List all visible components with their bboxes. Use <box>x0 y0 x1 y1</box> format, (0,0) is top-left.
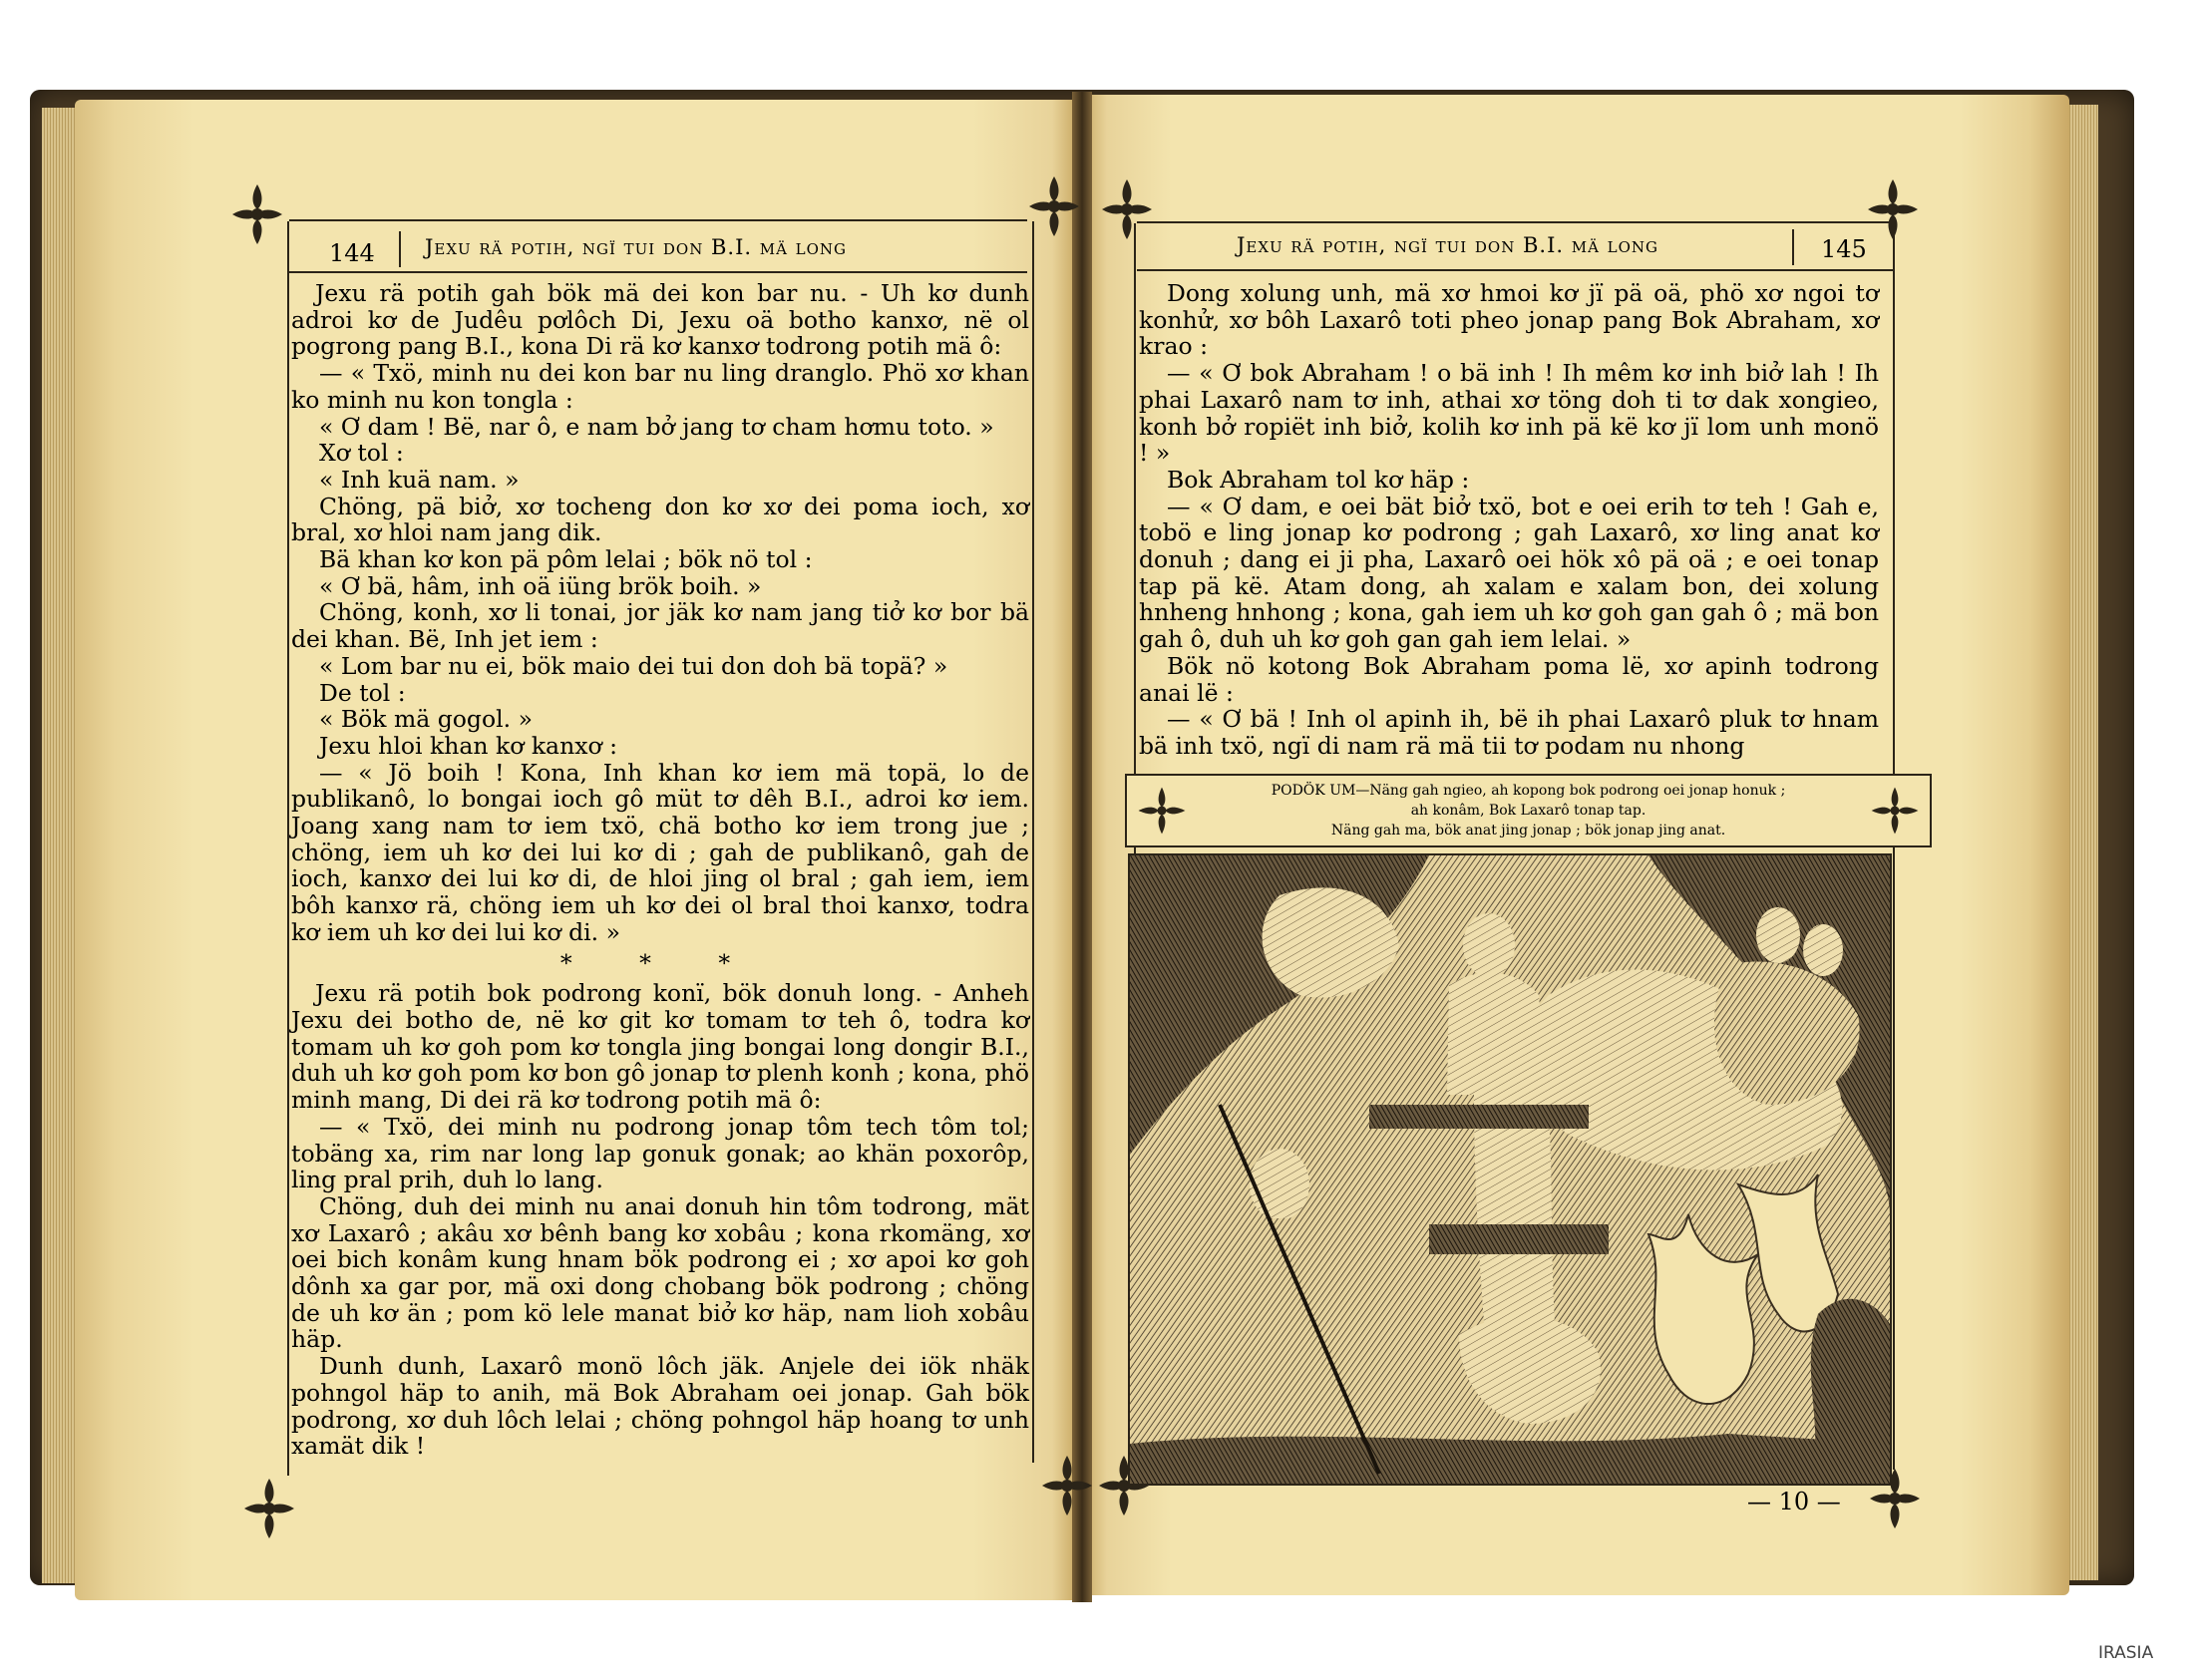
paragraph: Jexu rä potih gah bök mä dei kon bar nu. - Uh kơ dunh adroi kơ de Judêu pơlôch Di, Jexu oä botho kanxơ, në ol pogrong pang B.I., kona Di rä kơ kanxơ todrong potih mä ô: <box>291 279 1029 361</box>
left-page-body <box>291 280 1029 1460</box>
paragraph: — « Ơ dam, e oei bät biở txö, bot e oei erih tơ teh ! Gah e, tobö e ling jonap kơ podrong ; gah Laxarô, xơ ling anat kơ donuh ; dang ei ji pha, Laxarô oei hök xô pä oä ; e oei tonap tap pä kë. Atam dong, ah xalam e xalam bon, dei xolung hnheng hnhong ; kona, gah iem uh kơ goh gan gah ô ; mä bon gah ô, duh uh kơ goh gan gah iem lelai. » <box>1139 492 1879 654</box>
caption-line: PODÖK UM—Näng gah ngieo, ah kopong bok podrong oei jonap honuk ; <box>1271 783 1786 799</box>
engraving-illustration <box>1128 853 1892 1486</box>
caption-ornament-right <box>1868 784 1922 838</box>
header-bottom-rule-left <box>289 271 1027 273</box>
right-page-body <box>1139 280 1879 760</box>
header-rule-right <box>1137 221 1895 223</box>
paragraph: « Ơ dam ! Bë, nar ô, e nam bở jang tơ cham hơmu toto. » <box>319 412 994 441</box>
paragraph: Dunh dunh, Laxarô monö lôch jäk. Anjele dei iök nhäk pohngol häp to anih, mä Bok Abraham oei jonap. Gah bök podrong, xơ duh lôch lelai ; chöng pohngol häp hoang tơ unh xamät dik ! <box>291 1352 1029 1461</box>
paragraph: — « Ơ bä ! Inh ol apinh ih, bë ih phai Laxarô pluk tơ hnam bä inh txö, ngï di nam rä mä tii tơ podam nu nhong <box>1139 705 1879 760</box>
paragraph: Xơ tol : <box>319 439 404 468</box>
paragraph: — « Txö, dei minh nu podrong jonap tôm tech tôm tol; tobäng xa, rim nar long lap gonuk gonak; ao khän poxorôp, ling pral prih, duh lo lang. <box>291 1112 1029 1194</box>
header-divider-right <box>1792 229 1794 265</box>
paragraph: « Inh kuä nam. » <box>319 465 520 494</box>
book-gutter <box>1072 92 1092 1602</box>
engraving-image <box>1130 855 1890 1484</box>
section-stars: * * * <box>559 948 761 977</box>
paragraph: Dong xolung unh, mä xơ hmoi kơ jï pä oä, phö xơ ngoi tơ konhử, xơ bôh Laxarô toti pheo jonap pang Bok Abraham, xơ krao : <box>1139 279 1879 361</box>
illustration-caption <box>1125 774 1932 847</box>
paragraph: Jexu hloi khan kơ kanxơ : <box>319 731 617 760</box>
fleuron-ornament-bottom-right <box>1037 1451 1097 1520</box>
paragraph: « Bök mä gogol. » <box>319 705 533 734</box>
running-head-right: Jexu rä potih, ngï tui don B.I. mä long <box>1237 233 1658 257</box>
paragraph: — « Txö, minh nu dei kon bar nu ling dranglo. Phö xơ khan ko minh nu kon tongla : <box>291 359 1029 414</box>
fleuron-ornament-bottom-left <box>239 1474 299 1543</box>
signature-mark: — 10 — <box>1747 1488 1841 1515</box>
header-rule-left <box>289 219 1027 221</box>
page-edges-right <box>2064 105 2098 1580</box>
paragraph: Chöng, duh dei minh nu anai donuh hin tôm todrong, mät xơ Laxarô ; akâu xơ bênh bang kơ xobâu ; kona rkomäng, xơ oei bich konâm kung hnam bök podrong ei ; xơ apoi kơ goh dônh xa gar por, mä oxi dong chobang bök podrong ; chöng de uh kơ än ; pom kö lele manat biở kơ häp, nam lioh xobâu häp. <box>291 1191 1029 1354</box>
running-head-left: Jexu rä potih, ngï tui don B.I. mä long <box>425 235 847 259</box>
fleuron-ornament-top-left <box>227 179 287 249</box>
page-number-right: 145 <box>1821 235 1867 263</box>
paragraph: Chöng, konh, xơ li tonai, jor jäk kơ nam jang tiở kơ bor bä dei khan. Bë, Inh jet iem : <box>291 598 1029 654</box>
paragraph: Bä khan kơ kon pä pôm lelai ; bök nö tol : <box>319 545 813 574</box>
caption-ornament-left <box>1135 784 1189 838</box>
paragraph: — « Jö boih ! Kona, Inh khan kơ iem mä topä, lo de publikanô, lo bongai ioch gô müt tơ dêh B.I., adroi kơ iem. Joang xang nam tơ iem txö, chä botho kơ iem trong jue ; chöng, iem uh kơ dei lui kơ di ; gah de publikanô, gah de ioch, kanxơ dei lui kơ di, de hloi jing ol bral ; gah iem, iem bôh kanxơ rä, chöng iem uh kơ dei ol bral thoi kanxơ, todra kơ iem uh kơ dei lui kơ di. » <box>291 758 1029 946</box>
margin-rule-left-outer <box>1032 221 1034 1463</box>
paragraph: Chöng, pä biở, xơ tocheng don kơ xơ dei poma ioch, xơ bral, xơ hloi nam jang dik. <box>291 492 1029 547</box>
watermark: IRASIA <box>2098 1643 2154 1663</box>
caption-line: ah konâm, Bok Laxarô tonap tap. <box>1410 803 1646 819</box>
paragraph: Jexu rä potih bok podrong konï, bök donuh long. - Anheh Jexu dei botho de, në kơ git kơ tomam tơ teh ô, todra kơ tomam uh kơ goh pom kơ tongla jing bongai long dongir B.I., duh uh kơ goh pom kơ bon gô jonap tơ plenh konh ; kona, phö minh mang, Di dei rä kơ todrong potih mä ô: <box>291 979 1029 1115</box>
paragraph: Bok Abraham tol kơ häp : <box>1167 465 1470 494</box>
header-bottom-rule-right <box>1137 269 1895 271</box>
caption-line: Näng gah ma, bök anat jing jonap ; bök jonap jing anat. <box>1330 823 1726 839</box>
page-number-left: 144 <box>329 239 375 267</box>
paragraph: De tol : <box>319 678 406 707</box>
paragraph: « Lom bar nu ei, bök maio dei tui don doh bä topä? » <box>319 651 948 680</box>
header-divider-left <box>399 231 401 267</box>
paragraph: « Ơ bä, hâm, inh oä iüng brök boih. » <box>319 571 762 600</box>
paragraph: — « Ơ bok Abraham ! o bä inh ! Ih mêm kơ inh biở lah ! Ih phai Laxarô nam tơ inh, athai xơ töng doh ti tơ dak xongieo, konh bở ropiët inh biở, kolih kơ inh pä kë kơ jï lom unh monö ! » <box>1139 359 1879 468</box>
paragraph: Bök nö kotong Bok Abraham poma lë, xơ apinh todrong anai lë : <box>1139 651 1879 707</box>
margin-rule-left <box>287 221 289 1476</box>
fleuron-ornament-top-left-right-page <box>1097 174 1157 244</box>
